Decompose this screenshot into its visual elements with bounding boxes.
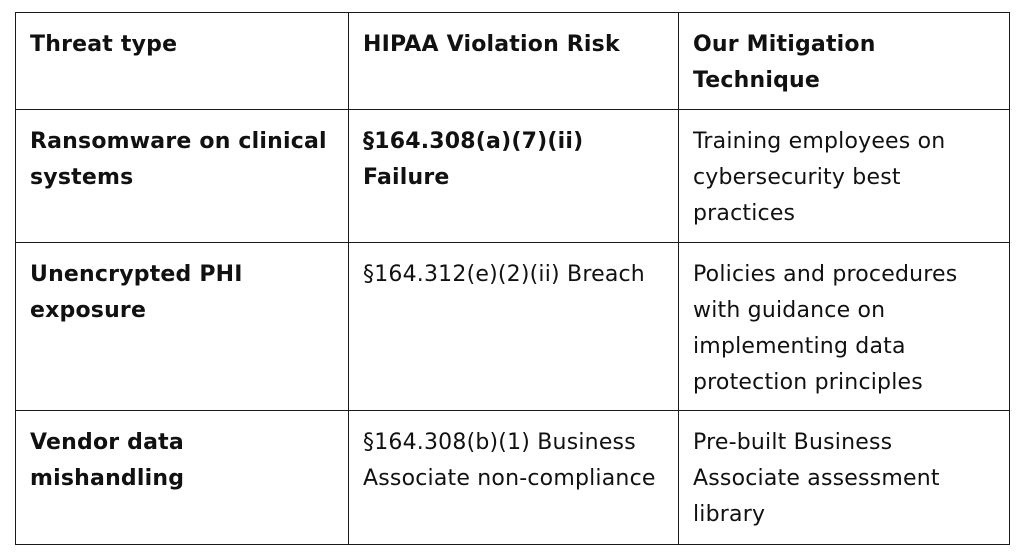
cell-risk: §164.308(b)(1) Business Associate non-compliance: [349, 411, 679, 545]
cell-mitigation: Pre-built Business Associate assessment library: [679, 411, 1010, 545]
cell-threat: Unencrypted PHI exposure: [16, 243, 349, 411]
table-row: [16, 411, 1010, 545]
header-hipaa-violation-risk: HIPAA Violation Risk: [349, 13, 679, 110]
table-row: [16, 110, 1010, 243]
header-mitigation-technique: Our Mitigation Technique: [679, 13, 1010, 110]
hipaa-threat-table: [15, 12, 1010, 545]
table-header-row: [16, 13, 1010, 110]
cell-threat: Vendor data mishandling: [16, 411, 349, 545]
table-row: [16, 243, 1010, 411]
cell-risk: §164.308(a)(7)(ii) Failure: [349, 110, 679, 243]
header-threat-type: Threat type: [16, 13, 349, 110]
cell-mitigation: Policies and procedures with guidance on implementing data protection principles: [679, 243, 1010, 411]
cell-mitigation: Training employees on cybersecurity best practices: [679, 110, 1010, 243]
cell-threat: Ransomware on clinical systems: [16, 110, 349, 243]
cell-risk: §164.312(e)(2)(ii) Breach: [349, 243, 679, 411]
